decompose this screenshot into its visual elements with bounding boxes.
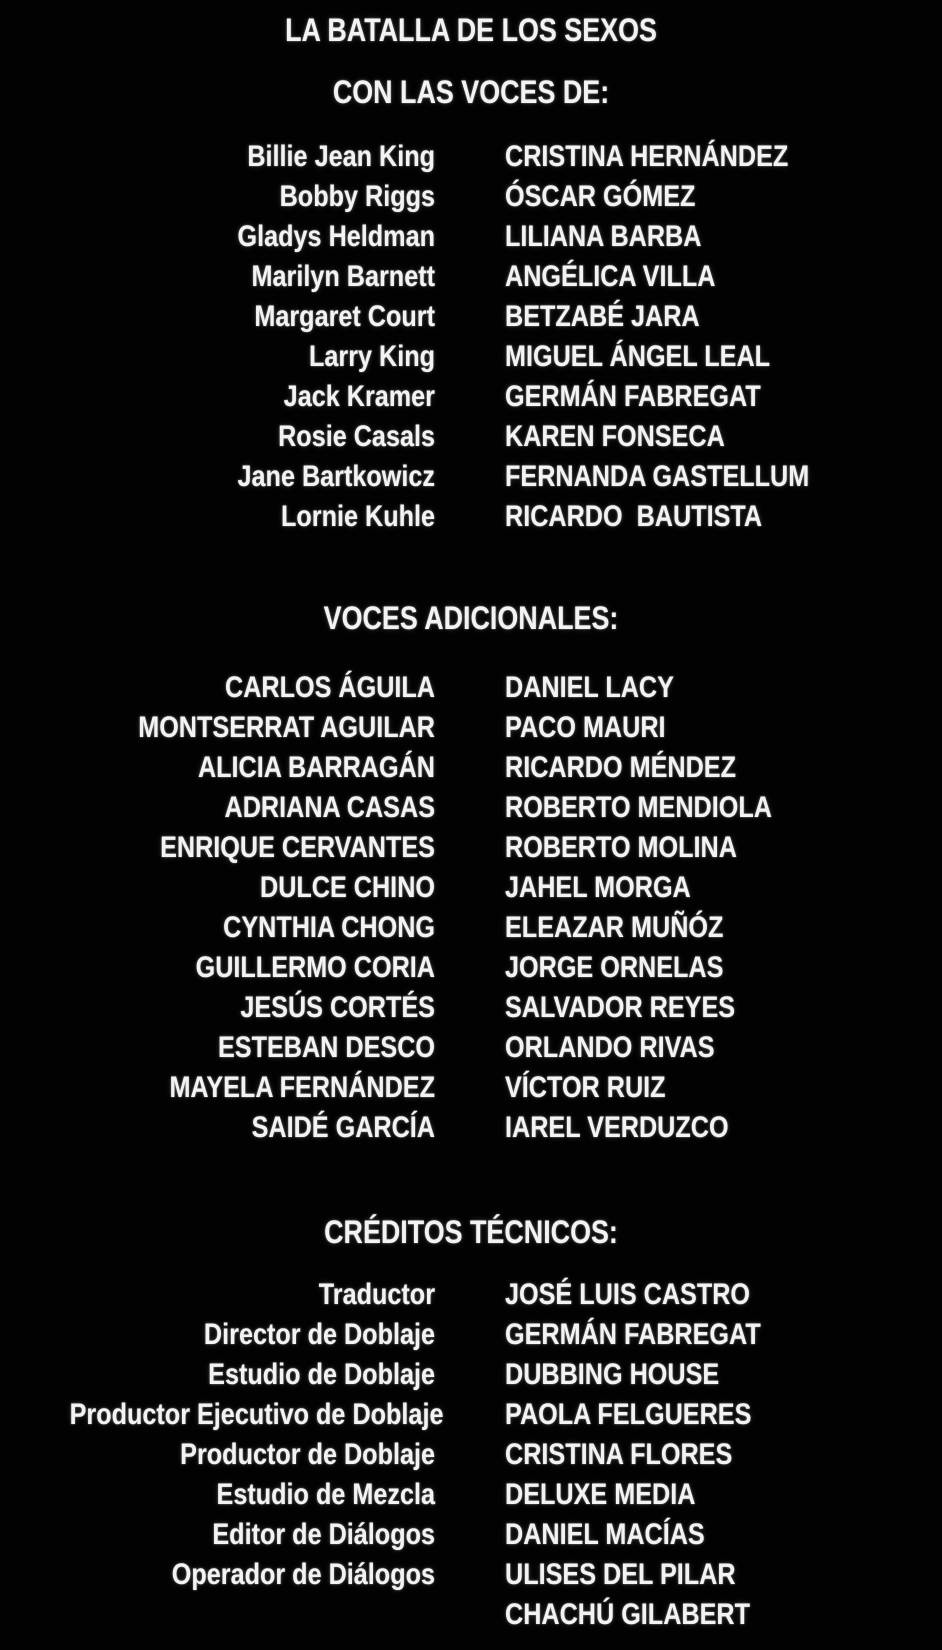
voice-actor-name: ESTEBAN DESCO bbox=[217, 1031, 435, 1064]
credit-name: DELUXE MEDIA bbox=[505, 1478, 696, 1511]
credit-row bbox=[0, 1595, 942, 1635]
credit-row bbox=[0, 177, 942, 217]
credit-row bbox=[0, 788, 942, 828]
character-name: Rosie Casals bbox=[278, 420, 435, 453]
voice-actor-name: RICARDO MÉNDEZ bbox=[505, 751, 736, 784]
credit-row bbox=[0, 1068, 942, 1108]
credit-role: Estudio de Mezcla bbox=[216, 1478, 435, 1511]
credit-row bbox=[0, 257, 942, 297]
character-name: Marilyn Barnett bbox=[251, 260, 435, 293]
character-name: Margaret Court bbox=[254, 300, 435, 333]
voice-actor-name: BETZABÉ JARA bbox=[505, 300, 700, 333]
voice-actor-name: ROBERTO MOLINA bbox=[505, 831, 737, 864]
voice-actor-name: RICARDO BAUTISTA bbox=[505, 500, 763, 533]
voice-actor-name: GERMÁN FABREGAT bbox=[505, 380, 761, 413]
credit-row bbox=[0, 1355, 942, 1395]
voice-actor-name: MIGUEL ÁNGEL LEAL bbox=[505, 340, 771, 373]
character-name: Larry King bbox=[308, 340, 435, 373]
credit-row bbox=[0, 1028, 942, 1068]
voice-actor-name: JESÚS CORTÉS bbox=[240, 991, 435, 1024]
voice-actor-name: MAYELA FERNÁNDEZ bbox=[169, 1071, 435, 1104]
credit-row bbox=[0, 497, 942, 537]
credit-row bbox=[0, 1315, 942, 1355]
credit-row bbox=[0, 828, 942, 868]
voice-actor-name: ELEAZAR MUÑÓZ bbox=[505, 911, 724, 944]
voice-actor-name: ALICIA BARRAGÁN bbox=[197, 751, 435, 784]
credit-row bbox=[0, 1515, 942, 1555]
credit-row bbox=[0, 1275, 942, 1315]
credit-role: Director de Doblaje bbox=[203, 1318, 435, 1351]
voice-actor-name: ANGÉLICA VILLA bbox=[505, 260, 716, 293]
voice-actor-name: DULCE CHINO bbox=[259, 871, 435, 904]
voice-actor-name: CYNTHIA CHONG bbox=[223, 911, 435, 944]
credit-name: JOSÉ LUIS CASTRO bbox=[505, 1278, 751, 1311]
credit-row bbox=[0, 748, 942, 788]
credit-row bbox=[0, 1435, 942, 1475]
voice-actor-name: ROBERTO MENDIOLA bbox=[505, 791, 772, 824]
voice-actor-name: PACO MAURI bbox=[505, 711, 666, 744]
credit-name: DANIEL MACÍAS bbox=[505, 1518, 705, 1551]
credit-row bbox=[0, 297, 942, 337]
additional-voices-list bbox=[0, 668, 942, 1148]
credit-name: CRISTINA FLORES bbox=[505, 1438, 733, 1471]
voice-actor-name: MONTSERRAT AGUILAR bbox=[138, 711, 435, 744]
voice-actor-name: CRISTINA HERNÁNDEZ bbox=[505, 140, 789, 173]
credit-row bbox=[0, 417, 942, 457]
credit-row bbox=[0, 337, 942, 377]
credit-row bbox=[0, 217, 942, 257]
movie-title: LA BATALLA DE LOS SEXOS bbox=[285, 12, 657, 48]
credit-row bbox=[0, 708, 942, 748]
voice-actor-name: JORGE ORNELAS bbox=[505, 951, 724, 984]
credit-row bbox=[0, 1475, 942, 1515]
voice-actor-name: SAIDÉ GARCÍA bbox=[251, 1111, 435, 1144]
credit-row bbox=[0, 457, 942, 497]
voice-actor-name: DANIEL LACY bbox=[505, 671, 674, 704]
credit-name: DUBBING HOUSE bbox=[505, 1358, 720, 1391]
credit-role bbox=[70, 1595, 435, 1635]
voice-actor-name: ÓSCAR GÓMEZ bbox=[505, 180, 696, 213]
character-name: Gladys Heldman bbox=[237, 220, 435, 253]
section-main-voices bbox=[0, 70, 942, 537]
voice-actor-name: KAREN FONSECA bbox=[505, 420, 725, 453]
character-name: Lornie Kuhle bbox=[280, 500, 435, 533]
character-name: Billie Jean King bbox=[247, 140, 435, 173]
section-additional-voices bbox=[0, 596, 942, 1148]
section-technical-credits bbox=[0, 1210, 942, 1635]
credit-row bbox=[0, 988, 942, 1028]
section-heading-additional-voices: VOCES ADICIONALES: bbox=[323, 600, 619, 636]
voice-actor-name: SALVADOR REYES bbox=[505, 991, 736, 1024]
character-name: Jane Bartkowicz bbox=[237, 460, 435, 493]
credit-row bbox=[0, 668, 942, 708]
voice-actor-name: GUILLERMO CORIA bbox=[195, 951, 435, 984]
credit-role: Editor de Diálogos bbox=[212, 1518, 435, 1551]
voice-actor-name: CARLOS ÁGUILA bbox=[225, 671, 435, 704]
voice-actor-name: ENRIQUE CERVANTES bbox=[160, 831, 436, 864]
credit-row bbox=[0, 1395, 942, 1435]
credit-name: CHACHÚ GILABERT bbox=[505, 1598, 750, 1631]
credit-row bbox=[0, 868, 942, 908]
character-name: Jack Kramer bbox=[283, 380, 435, 413]
credit-row bbox=[0, 137, 942, 177]
voices-cast-list bbox=[0, 137, 942, 537]
voice-actor-name: JAHEL MORGA bbox=[505, 871, 691, 904]
section-heading-voices: CON LAS VOCES DE: bbox=[332, 74, 610, 110]
credit-row bbox=[0, 948, 942, 988]
credit-role: Productor Ejecutivo de Doblaje bbox=[69, 1398, 444, 1431]
credit-role: Estudio de Doblaje bbox=[208, 1358, 435, 1391]
credit-name: PAOLA FELGUERES bbox=[505, 1398, 752, 1431]
character-name: Bobby Riggs bbox=[279, 180, 435, 213]
voice-actor-name: ADRIANA CASAS bbox=[224, 791, 435, 824]
credit-role: Traductor bbox=[318, 1278, 435, 1311]
credit-name: GERMÁN FABREGAT bbox=[505, 1318, 761, 1351]
voice-actor-name: FERNANDA GASTELLUM bbox=[505, 460, 810, 493]
credit-role: Operador de Diálogos bbox=[171, 1558, 435, 1591]
credit-row bbox=[0, 908, 942, 948]
credit-row bbox=[0, 377, 942, 417]
credit-name: ULISES DEL PILAR bbox=[505, 1558, 736, 1591]
voice-actor-name: IAREL VERDUZCO bbox=[505, 1111, 729, 1144]
technical-credits-list bbox=[0, 1275, 942, 1635]
credit-row bbox=[0, 1555, 942, 1595]
voice-actor-name: VÍCTOR RUIZ bbox=[505, 1071, 666, 1104]
credit-row bbox=[0, 1108, 942, 1148]
section-heading-technical-credits: CRÉDITOS TÉCNICOS: bbox=[324, 1214, 618, 1250]
credit-role: Productor de Doblaje bbox=[180, 1438, 435, 1471]
voice-actor-name: LILIANA BARBA bbox=[505, 220, 702, 253]
voice-actor-name: ORLANDO RIVAS bbox=[505, 1031, 715, 1064]
